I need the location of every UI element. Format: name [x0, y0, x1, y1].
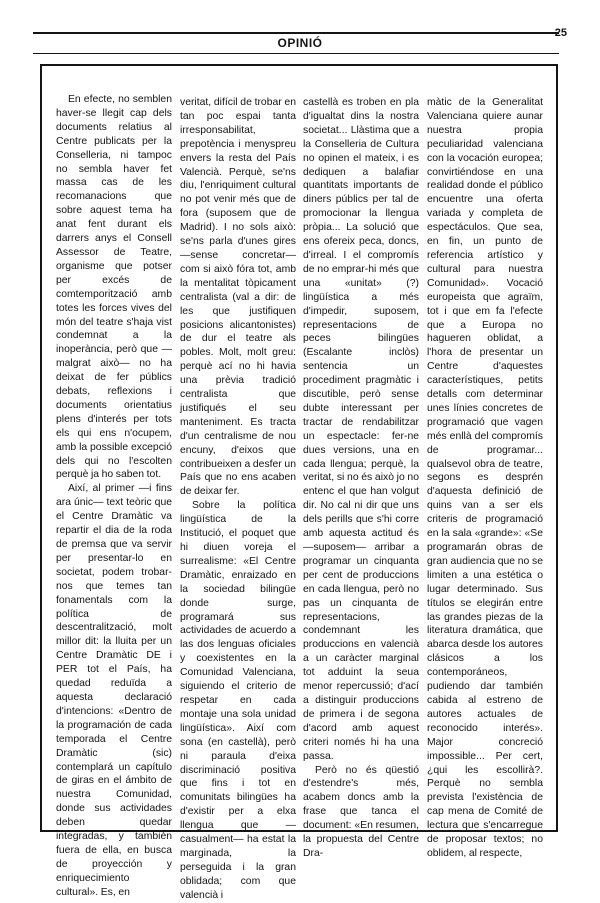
header-bottom-rule	[33, 53, 559, 54]
article-column-3	[303, 96, 419, 861]
section-title: OPINIÓ	[277, 36, 323, 50]
paragraph: màtic de la Generalitat Valenciana quiere aunar nuestra propia peculiaridad valenciana con la vocación europea; convirtiéndose en una realidad donde el público encuentre una oferta variada y completa de espectáculos. Que sea, en fin, un punto de referencia artístico y cultural para nuestra Comunidad». Vocació europeista que agraïm, tot i que em fa l'efecte que a Europa no hagueren oblidat, a l'hora de presentar un Centre d'aquestes característiques, petits detalls com determinar unes línies concretes de programació que vagen més enllà del compromís de programar... qualsevol obra de teatre, segons es desprén d'aquesta definició de quins van a ser els criteris de programació en la sala «grande»: «Se programarán obras de gran audiencia que no se limiten a una estética o lugar determinado. Sus títulos se elegirán entre las grandes piezas de la literatura dramática, que abarca desde los autores clásicos a los contemporáneos, pudiendo dar también cabida al estreno de autores actuales de reconocido interés». Major concreció impossible... Per cert, ¿qui les escollirà?. Perquè no sembla prevista l'existència de cap mena de Comité de lectura que s'encarregue de proposar textos; no oblidem, al respecte,	[427, 97, 543, 859]
paragraph: Sobre la política lingüística de la Institució, el poquet que hi diuen voreja el surrealisme: «El Centre Dramàtic, enraizado en la sociedad bilingüe donde surge, programará sus actividades de acuerdo a las dos lenguas oficiales y coexistentes en la Comunidad Valenciana, siguiendo el criterio de respetar en cada montaje una sola unidad lingüística». Així com sona (en castellà), però ni paraula d'eixa discriminació positiva que fins i tot en comunitats bilingües ha d'existir per a elxa llengua que —casualment— ha estat la marginada, la perseguida i la gran oblidada; com que valencià i	[180, 500, 296, 901]
paragraph: Així, al primer —i fins ara únic— text teòric que el Centre Dramàtic va repartir el dia de la roda de premsa que va servir per presentar-lo en societat, podem trobar-nos que temes tan fonamentals com la política de descentralització, molt millor dit: la lluita per un Centre Dramàtic DE i PER tot el País, ha quedad reduïda a aquesta declaració d'intencions: «Dentro de la programación de cada temporada el Centre Dramàtic (sic) contemplará un capítulo de giras en el ámbito de nuestra Comunidad, donde sus actividades deben quedar integradas, y también fuera de ella, en busca de proyección y enriquecimiento cultural». Es, en	[56, 483, 172, 898]
article-column-1	[56, 93, 172, 900]
paragraph: Però no és qüestió d'estendre's més, acabem doncs amb la frase que tanca el document: «En resumen, la propuesta del Centre Dra-	[303, 764, 419, 859]
paragraph: En efecte, no semblen haver-se llegit cap dels documents relatius al Centre publicats per la Conselleria, ni tampoc no sembla haver fet massa cas de les recomanacions que sobre aquest tema ha anat fent durant els darrers anys el Consell Assessor de Teatre, organisme que potser per excés de comtemporització amb totes les forces vives del món del teatre s'haja vist condemnat a la inoperància, però que —malgrat això— no ha deixat de fer públics debats, reflexions i documents orientatius plens d'interés per tots els qui ens n'ocupem, amb la possible excepció dels qui no l'escolten perquè ja ho saben tot.	[56, 94, 172, 481]
page-number: 25	[554, 27, 567, 39]
paragraph: castellà es troben en pla d'igualtat dins la nostra societat... Llàstima que a la Conselleria de Cultura no opinen el mateix, i es dediquen a balafiar quantitats importants de diners públics per tal de promocionar la llengua pròpia... La solució que ens ofereix peca, doncs, d'irreal. I el compromís de no emprar-hi més que una «unitat» (?) lingüística a més d'impedir, suposem, representacions de peces bilingües (Escalante inclòs) sentencia un procediment pragmàtic i discutible, però sense dubte interessant per tractar de rendabilitzar un espectacle: fer-ne dues versions, una en cada llengua; perquè, la veritat, si no és això jo no entenc el que han volgut dir. No cal ni dir que uns dels perills que s'hi corre amb aquesta actitud és —suposem— arribar a programar un cinquanta per cent de produccions en cada llengua, però no pas un cinquanta de representacions, condemnant les produccions en valencià a un caràcter marginal tot adduint la seua menor repercussió; d'ací a distinguir produccions de primera i de segona d'acord amb aquest criteri només hi ha una passa.	[303, 97, 419, 762]
header-top-rule	[33, 32, 559, 34]
article-column-4	[427, 96, 543, 861]
article-frame	[40, 64, 558, 901]
paragraph: veritat, difícil de trobar en tan poc espai tanta irresponsabilitat, prepotència i menyspreu envers la resta del País Valencià. Perquè, se'ns diu, l'enriquiment cultural no pot venir més que de fora (suposem que de Madrid). I no sols això: se'ns parla d'unes gires —sense concretar— com si això fóra tot, amb la mentalitat tòpicament centralista (val a dir: de les que justifiquen posicions alicantonistes) de dur el teatre als pobles. Molt, molt greu: perquè ací no hi havia una prèvia tradició centralista que justifiqués el seu manteniment. Es tracta d'un centralisme de nou encuny, d'eixos que contribueixen a desfer un País que no ens acaben de deixar fer.	[180, 97, 296, 498]
article-column-2	[180, 96, 296, 903]
